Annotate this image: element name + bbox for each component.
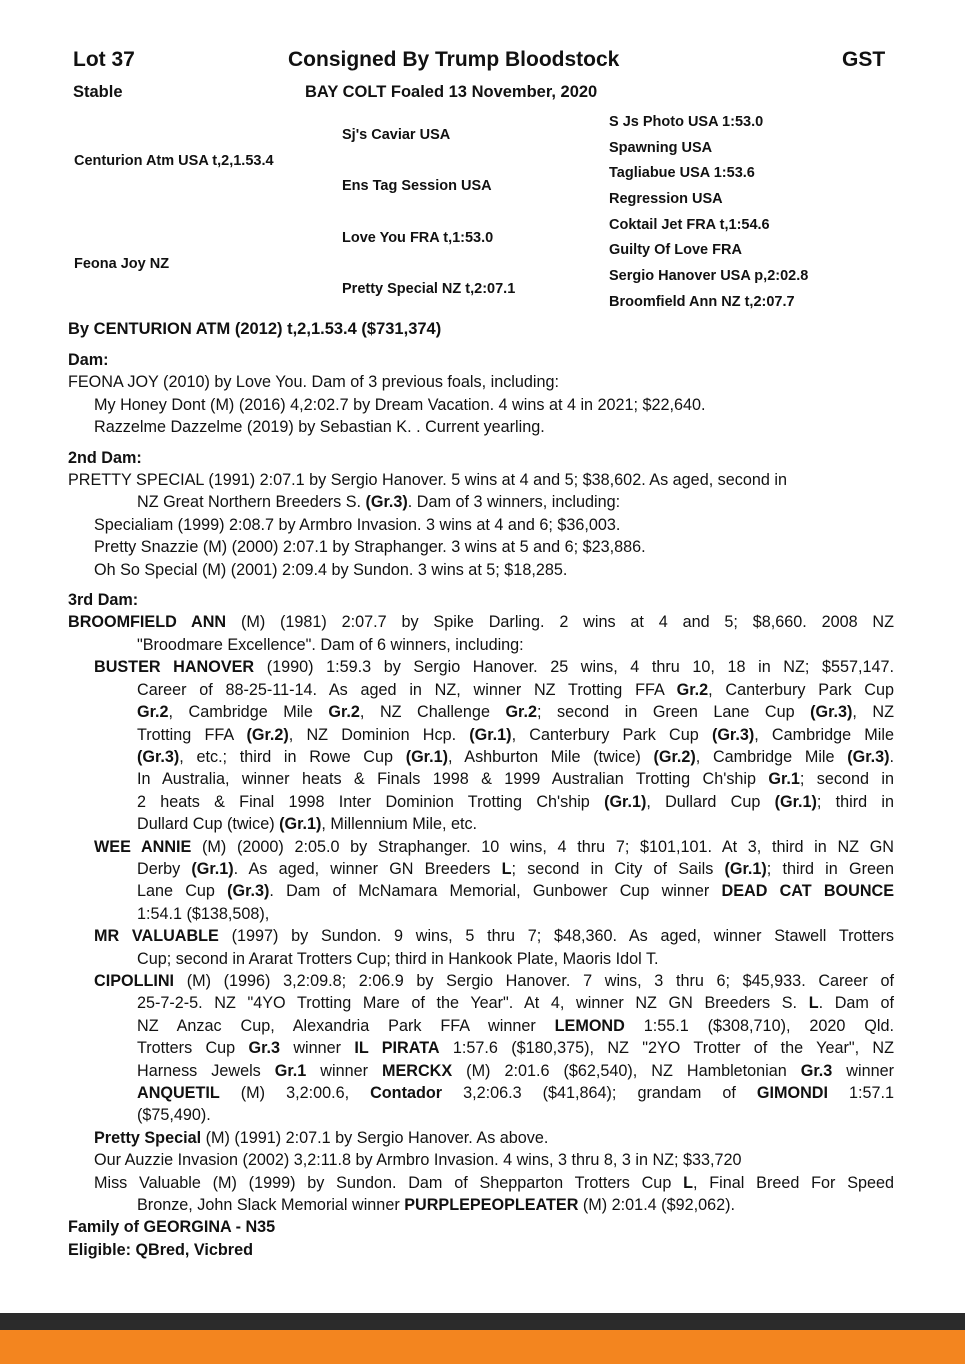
progeny-entry-line: MR VALUABLE (1997) by Sundon. 9 wins, 5 thru 7; $48,360. As aged, winner Stawell Trotters xyxy=(94,927,894,946)
foaled-info: BAY COLT Foaled 13 November, 2020 xyxy=(305,83,598,101)
footer-orange-bar xyxy=(0,1330,965,1364)
progeny-entry-line: NZ Anzac Cup, Alexandria Park FFA winner LEMOND 1:55.1 ($308,710), 2020 Qld. xyxy=(137,1016,894,1035)
progeny-entry-line: 1:54.1 ($138,508), xyxy=(137,904,270,923)
lot-number: Lot 37 xyxy=(73,48,135,71)
pedigree-dams-sire: Love You FRA t,1:53.0 xyxy=(342,230,494,246)
pedigree-g3-item: Regression USA xyxy=(609,191,723,207)
footer-dark-bar xyxy=(0,1313,965,1330)
progeny-entry-line: CIPOLLINI (M) (1996) 3,2:09.8; 2:06.9 by Sergio Hanover. 7 wins, 3 thru 6; $45,933. Career of xyxy=(94,971,894,990)
pedigree-g3-item: Tagliabue USA 1:53.6 xyxy=(609,165,755,181)
eligible-line: Eligible: QBred, Vicbred xyxy=(68,1240,254,1259)
pedigree-sires-sire: Sj's Caviar USA xyxy=(342,127,451,143)
pedigree-dam: Feona Joy NZ xyxy=(74,256,170,272)
foal-entry: Specialiam (1999) 2:08.7 by Armbro Invasion. 3 wins at 4 and 6; $36,003. xyxy=(94,515,621,534)
progeny-entry-line: BUSTER HANOVER (1990) 1:59.3 by Sergio Hanover. 25 wins, 4 thru 10, 18 in NZ; $557,147. xyxy=(94,658,894,677)
pedigree-g3-item: Guilty Of Love FRA xyxy=(609,242,742,258)
second-dam-heading: 2nd Dam: xyxy=(68,448,142,467)
progeny-entry-line: Cup; second in Ararat Trotters Cup; third in Hankook Plate, Maoris Idol T. xyxy=(137,949,659,968)
progeny-entry-line: WEE ANNIE (M) (2000) 2:05.0 by Straphanger. 10 wins, 4 thru 7; $101,101. At 3, third in NZ GN xyxy=(94,837,894,856)
consignor-title: Consigned By Trump Bloodstock xyxy=(288,48,620,71)
third-dam-line: "Broodmare Excellence". Dam of 6 winners, including: xyxy=(137,635,524,654)
third-dam-heading: 3rd Dam: xyxy=(68,591,139,610)
progeny-entry-line: ($75,490). xyxy=(137,1106,211,1125)
progeny-entry-line: In Australia, winner heats & Finals 1998 & 1999 Australian Trotting Ch'ship Gr.1; second in xyxy=(137,770,894,789)
pedigree-g3-item: Coktail Jet FRA t,1:54.6 xyxy=(609,217,770,233)
sale-code: GST xyxy=(842,48,886,71)
pedigree-g3-item: Spawning USA xyxy=(609,140,713,156)
progeny-entry-line: Our Auzzie Invasion (2002) 3,2:11.8 by Armbro Invasion. 4 wins, 3 thru 8, 3 in NZ; $33,720 xyxy=(94,1151,742,1170)
progeny-entry-line: Bronze, John Slack Memorial winner PURPLEPEOPLEATER (M) 2:01.4 ($92,062). xyxy=(137,1196,735,1215)
pedigree-sires-dam: Ens Tag Session USA xyxy=(342,178,492,194)
progeny-entry-line: Derby (Gr.1). As aged, winner GN Breeders L; second in City of Sails (Gr.1); third in Green xyxy=(137,859,894,878)
progeny-entry-line: Dullard Cup (twice) (Gr.1), Millennium Mile, etc. xyxy=(137,815,478,834)
second-dam-line: PRETTY SPECIAL (1991) 2:07.1 by Sergio Hanover. 5 wins at 4 and 5; $38,602. As aged, second in xyxy=(68,471,787,490)
sire-byline: By CENTURION ATM (2012) t,2,1.53.4 ($731,374) xyxy=(68,320,442,338)
foal-entry: Oh So Special (M) (2001) 2:09.4 by Sundon. 3 wins at 5; $18,285. xyxy=(94,560,568,579)
progeny-entry-line: 25-7-2-5. NZ "4YO Trotting Mare of the Year". At 4, winner NZ GN Breeders S. L. Dam of xyxy=(137,994,894,1013)
family-line: Family of GEORGINA - N35 xyxy=(68,1218,276,1237)
progeny-entry-line: (Gr.3), etc.; third in Rowe Cup (Gr.1), Ashburton Mile (twice) (Gr.2), Cambridge Mile (Gr.3). xyxy=(137,747,894,766)
progeny-entry-line: 2 heats & Final 1998 Inter Dominion Trotting Ch'ship (Gr.1), Dullard Cup (Gr.1); third in xyxy=(137,792,894,811)
second-dam-line: NZ Great Northern Breeders S. (Gr.3). Dam of 3 winners, including: xyxy=(137,493,621,512)
foal-entry: Razzelme Dazzelme (2019) by Sebastian K. . Current yearling. xyxy=(94,418,545,437)
foal-entry: Pretty Snazzie (M) (2000) 2:07.1 by Straphanger. 3 wins at 5 and 6; $23,886. xyxy=(94,538,646,557)
progeny-entry-line: Pretty Special (M) (1991) 2:07.1 by Sergio Hanover. As above. xyxy=(94,1128,549,1147)
pedigree-dams-dam: Pretty Special NZ t,2:07.1 xyxy=(342,281,516,297)
progeny-entry-line: Lane Cup (Gr.3). Dam of McNamara Memorial, Gunbower Cup winner DEAD CAT BOUNCE xyxy=(137,882,895,901)
progeny-entry-line: ANQUETIL (M) 3,2:00.6, Contador 3,2:06.3 ($41,864); grandam of GIMONDI 1:57.1 xyxy=(137,1084,894,1102)
stable-label: Stable xyxy=(73,83,123,101)
progeny-entry-line: Career of 88-25-11-14. As aged in NZ, winner NZ Trotting FFA Gr.2, Canterbury Park Cup xyxy=(137,680,894,699)
progeny-entry-line: Gr.2, Cambridge Mile Gr.2, NZ Challenge Gr.2; second in Green Lane Cup (Gr.3), NZ xyxy=(137,703,894,722)
progeny-entry-line: Trotting FFA (Gr.2), NZ Dominion Hcp. (Gr.1), Canterbury Park Cup (Gr.3), Cambridge Mile xyxy=(137,725,894,744)
progeny-entry-line: Miss Valuable (M) (1999) by Sundon. Dam of Shepparton Trotters Cup L, Final Breed For Speed xyxy=(94,1173,895,1192)
pedigree-sire: Centurion Atm USA t,2,1.53.4 xyxy=(74,153,274,169)
pedigree-g3-item: S Js Photo USA 1:53.0 xyxy=(609,114,764,130)
dam-heading: Dam: xyxy=(68,351,109,369)
dam-line: FEONA JOY (2010) by Love You. Dam of 3 previous foals, including: xyxy=(68,373,559,392)
pedigree-g3-item: Sergio Hanover USA p,2:02.8 xyxy=(609,268,809,284)
pedigree-g3-item: Broomfield Ann NZ t,2:07.7 xyxy=(609,294,795,310)
foal-entry: My Honey Dont (M) (2016) 4,2:02.7 by Dream Vacation. 4 wins at 4 in 2021; $22,640. xyxy=(94,395,706,414)
third-dam-line: BROOMFIELD ANN (M) (1981) 2:07.7 by Spike Darling. 2 wins at 4 and 5; $8,660. 2008 NZ xyxy=(68,613,894,632)
progeny-entry-line: Harness Jewels Gr.1 winner MERCKX (M) 2:01.6 ($62,540), NZ Hambletonian Gr.3 winner xyxy=(137,1061,894,1080)
progeny-entry-line: Trotters Cup Gr.3 winner IL PIRATA 1:57.6 ($180,375), NZ "2YO Trotter of the Year", NZ xyxy=(137,1039,894,1058)
catalogue-body xyxy=(68,349,894,1261)
